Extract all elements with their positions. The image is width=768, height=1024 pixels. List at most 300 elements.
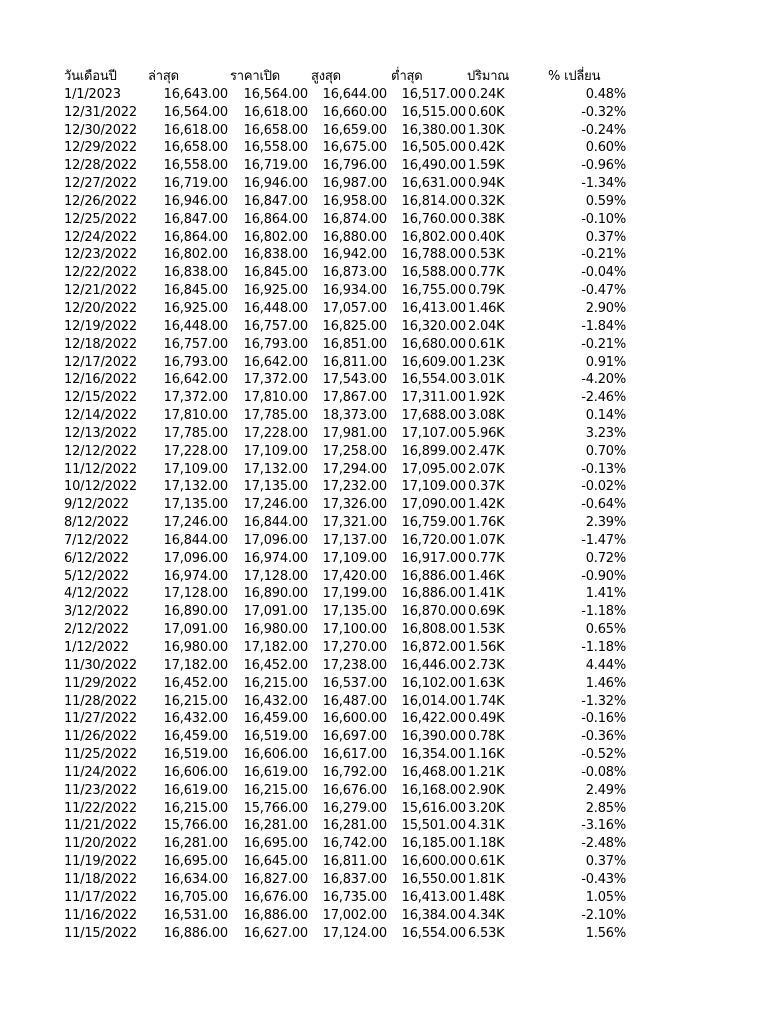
cell-low: 17,095.00 bbox=[401, 461, 466, 477]
cell-date: 3/12/2022 bbox=[64, 604, 129, 620]
table-body bbox=[64, 86, 664, 943]
cell-last: 16,448.00 bbox=[163, 318, 228, 334]
cell-open: 16,452.00 bbox=[243, 657, 308, 673]
cell-change: 4.44% bbox=[585, 657, 626, 673]
cell-high: 18,373.00 bbox=[322, 408, 387, 424]
cell-open: 17,372.00 bbox=[243, 372, 308, 388]
cell-volume: 1.07K bbox=[468, 532, 505, 548]
cell-change: 2.85% bbox=[585, 800, 626, 816]
cell-change: -1.32% bbox=[581, 693, 626, 709]
cell-last: 15,766.00 bbox=[163, 818, 228, 834]
cell-open: 17,091.00 bbox=[243, 604, 308, 620]
cell-date: 11/27/2022 bbox=[64, 711, 137, 727]
cell-low: 16,886.00 bbox=[401, 568, 466, 584]
cell-volume: 5.96K bbox=[468, 425, 505, 441]
cell-low: 16,755.00 bbox=[401, 283, 466, 299]
table-row bbox=[64, 193, 664, 211]
cell-date: 11/29/2022 bbox=[64, 675, 137, 691]
price-history-table bbox=[64, 68, 664, 942]
cell-last: 16,619.00 bbox=[163, 782, 228, 798]
cell-high: 16,279.00 bbox=[322, 800, 387, 816]
cell-low: 16,600.00 bbox=[401, 854, 466, 870]
cell-change: -0.21% bbox=[581, 247, 626, 263]
cell-date: 12/31/2022 bbox=[64, 104, 137, 120]
cell-last: 16,864.00 bbox=[163, 229, 228, 245]
cell-date: 11/28/2022 bbox=[64, 693, 137, 709]
cell-low: 15,616.00 bbox=[401, 800, 466, 816]
cell-volume: 2.07K bbox=[468, 461, 505, 477]
cell-low: 16,390.00 bbox=[401, 729, 466, 745]
cell-change: -0.04% bbox=[581, 265, 626, 281]
cell-high: 17,326.00 bbox=[322, 497, 387, 513]
cell-low: 16,720.00 bbox=[401, 532, 466, 548]
cell-high: 17,232.00 bbox=[322, 479, 387, 495]
header-change: % เปลี่ยน bbox=[548, 69, 601, 84]
cell-open: 16,215.00 bbox=[243, 782, 308, 798]
cell-open: 16,215.00 bbox=[243, 675, 308, 691]
cell-open: 16,925.00 bbox=[243, 283, 308, 299]
cell-low: 16,917.00 bbox=[401, 550, 466, 566]
cell-last: 16,719.00 bbox=[163, 176, 228, 192]
cell-volume: 0.79K bbox=[468, 283, 505, 299]
table-row bbox=[64, 800, 664, 818]
table-row bbox=[64, 568, 664, 586]
cell-last: 16,844.00 bbox=[163, 532, 228, 548]
cell-volume: 1.21K bbox=[468, 764, 505, 780]
header-high: สูงสุด bbox=[311, 69, 341, 84]
cell-volume: 0.49K bbox=[468, 711, 505, 727]
cell-open: 16,459.00 bbox=[243, 711, 308, 727]
cell-change: 0.37% bbox=[585, 854, 626, 870]
cell-high: 16,487.00 bbox=[322, 693, 387, 709]
cell-date: 11/30/2022 bbox=[64, 657, 137, 673]
table-row bbox=[64, 728, 664, 746]
cell-volume: 2.90K bbox=[468, 782, 505, 798]
cell-high: 16,811.00 bbox=[322, 354, 387, 370]
cell-low: 16,870.00 bbox=[401, 604, 466, 620]
cell-high: 16,796.00 bbox=[322, 158, 387, 174]
cell-last: 16,980.00 bbox=[163, 640, 228, 655]
cell-volume: 0.38K bbox=[468, 211, 505, 227]
cell-open: 17,096.00 bbox=[243, 532, 308, 548]
cell-last: 16,281.00 bbox=[163, 836, 228, 852]
cell-open: 17,785.00 bbox=[243, 408, 308, 424]
cell-volume: 3.20K bbox=[468, 800, 505, 816]
cell-last: 17,246.00 bbox=[163, 515, 228, 531]
cell-open: 17,246.00 bbox=[243, 497, 308, 513]
cell-high: 17,238.00 bbox=[322, 657, 387, 673]
cell-date: 11/26/2022 bbox=[64, 729, 137, 745]
cell-volume: 3.08K bbox=[468, 408, 505, 424]
cell-change: -0.36% bbox=[581, 729, 626, 745]
cell-open: 16,519.00 bbox=[243, 729, 308, 745]
cell-date: 12/23/2022 bbox=[64, 247, 137, 263]
cell-last: 16,845.00 bbox=[163, 283, 228, 299]
cell-open: 16,606.00 bbox=[243, 747, 308, 763]
table-row bbox=[64, 264, 664, 282]
table-row bbox=[64, 835, 664, 853]
cell-low: 17,090.00 bbox=[401, 497, 466, 513]
cell-open: 16,645.00 bbox=[243, 854, 308, 870]
cell-volume: 0.24K bbox=[468, 86, 505, 102]
cell-high: 17,057.00 bbox=[322, 300, 387, 316]
table-row bbox=[64, 657, 664, 675]
cell-change: -3.16% bbox=[581, 818, 626, 834]
cell-change: -0.90% bbox=[581, 568, 626, 584]
cell-date: 12/17/2022 bbox=[64, 354, 137, 370]
cell-last: 16,618.00 bbox=[163, 122, 228, 138]
cell-high: 16,811.00 bbox=[322, 854, 387, 870]
cell-last: 16,695.00 bbox=[163, 854, 228, 870]
header-volume: ปริมาณ bbox=[467, 69, 510, 84]
cell-volume: 4.34K bbox=[468, 907, 505, 923]
cell-last: 17,785.00 bbox=[163, 425, 228, 441]
table-row bbox=[64, 603, 664, 621]
cell-high: 17,124.00 bbox=[322, 925, 387, 941]
cell-open: 16,845.00 bbox=[243, 265, 308, 281]
table-row bbox=[64, 585, 664, 603]
table-row bbox=[64, 407, 664, 425]
table-row bbox=[64, 621, 664, 639]
cell-open: 16,847.00 bbox=[243, 193, 308, 209]
cell-change: 0.70% bbox=[585, 443, 626, 459]
cell-change: -0.52% bbox=[581, 747, 626, 763]
table-row bbox=[64, 86, 664, 104]
cell-last: 17,128.00 bbox=[163, 586, 228, 602]
cell-last: 17,135.00 bbox=[163, 497, 228, 513]
cell-high: 17,135.00 bbox=[322, 604, 387, 620]
cell-open: 16,886.00 bbox=[243, 907, 308, 923]
cell-low: 16,788.00 bbox=[401, 247, 466, 263]
table-row bbox=[64, 514, 664, 532]
cell-last: 17,132.00 bbox=[163, 479, 228, 495]
cell-high: 17,543.00 bbox=[322, 372, 387, 388]
cell-low: 16,413.00 bbox=[401, 889, 466, 905]
cell-volume: 1.16K bbox=[468, 747, 505, 763]
cell-high: 16,697.00 bbox=[322, 729, 387, 745]
cell-volume: 0.40K bbox=[468, 229, 505, 245]
cell-date: 11/23/2022 bbox=[64, 782, 137, 798]
cell-high: 16,792.00 bbox=[322, 764, 387, 780]
cell-last: 16,215.00 bbox=[163, 693, 228, 709]
cell-high: 16,675.00 bbox=[322, 140, 387, 156]
cell-last: 16,890.00 bbox=[163, 604, 228, 620]
cell-last: 17,182.00 bbox=[163, 657, 228, 673]
cell-date: 11/17/2022 bbox=[64, 889, 137, 905]
cell-open: 17,182.00 bbox=[243, 640, 308, 655]
table-row bbox=[64, 871, 664, 889]
cell-low: 16,014.00 bbox=[401, 693, 466, 709]
cell-change: -0.24% bbox=[581, 122, 626, 138]
cell-open: 16,627.00 bbox=[243, 925, 308, 941]
table-row bbox=[64, 282, 664, 300]
cell-open: 17,132.00 bbox=[243, 461, 308, 477]
cell-high: 17,867.00 bbox=[322, 390, 387, 406]
cell-open: 16,757.00 bbox=[243, 318, 308, 334]
cell-volume: 1.59K bbox=[468, 158, 505, 174]
cell-change: 0.72% bbox=[585, 550, 626, 566]
cell-date: 11/21/2022 bbox=[64, 818, 137, 834]
cell-change: -0.96% bbox=[581, 158, 626, 174]
table-row bbox=[64, 550, 664, 568]
header-row bbox=[64, 68, 664, 86]
cell-date: 10/12/2022 bbox=[64, 479, 137, 495]
cell-date: 11/16/2022 bbox=[64, 907, 137, 923]
table-row bbox=[64, 211, 664, 229]
cell-date: 11/18/2022 bbox=[64, 871, 137, 887]
cell-change: -0.08% bbox=[581, 764, 626, 780]
cell-low: 16,490.00 bbox=[401, 158, 466, 174]
cell-low: 16,354.00 bbox=[401, 747, 466, 763]
table-row bbox=[64, 354, 664, 372]
cell-open: 16,974.00 bbox=[243, 550, 308, 566]
table-row bbox=[64, 639, 664, 657]
cell-last: 17,109.00 bbox=[163, 461, 228, 477]
cell-open: 17,128.00 bbox=[243, 568, 308, 584]
table-row bbox=[64, 478, 664, 496]
cell-high: 16,281.00 bbox=[322, 818, 387, 834]
cell-date: 12/27/2022 bbox=[64, 176, 137, 192]
cell-low: 16,413.00 bbox=[401, 300, 466, 316]
cell-low: 16,515.00 bbox=[401, 104, 466, 120]
cell-last: 16,838.00 bbox=[163, 265, 228, 281]
cell-date: 12/19/2022 bbox=[64, 318, 137, 334]
cell-high: 17,981.00 bbox=[322, 425, 387, 441]
cell-high: 17,109.00 bbox=[322, 550, 387, 566]
cell-last: 16,658.00 bbox=[163, 140, 228, 156]
cell-change: -1.34% bbox=[581, 176, 626, 192]
cell-open: 17,228.00 bbox=[243, 425, 308, 441]
cell-low: 16,446.00 bbox=[401, 657, 466, 673]
cell-low: 16,631.00 bbox=[401, 176, 466, 192]
table-row bbox=[64, 693, 664, 711]
table-row bbox=[64, 336, 664, 354]
table-row bbox=[64, 104, 664, 122]
cell-date: 12/21/2022 bbox=[64, 283, 137, 299]
cell-high: 16,659.00 bbox=[322, 122, 387, 138]
cell-low: 16,384.00 bbox=[401, 907, 466, 923]
header-open: ราคาเปิด bbox=[230, 69, 281, 84]
cell-date: 12/12/2022 bbox=[64, 443, 137, 459]
cell-last: 16,847.00 bbox=[163, 211, 228, 227]
cell-volume: 1.48K bbox=[468, 889, 505, 905]
cell-volume: 2.47K bbox=[468, 443, 505, 459]
table-row bbox=[64, 389, 664, 407]
cell-last: 16,459.00 bbox=[163, 729, 228, 745]
cell-high: 17,137.00 bbox=[322, 532, 387, 548]
cell-date: 12/22/2022 bbox=[64, 265, 137, 281]
cell-low: 17,311.00 bbox=[401, 390, 466, 406]
cell-date: 1/12/2022 bbox=[64, 640, 129, 655]
cell-volume: 0.53K bbox=[468, 247, 505, 263]
cell-date: 11/19/2022 bbox=[64, 854, 137, 870]
cell-low: 16,554.00 bbox=[401, 372, 466, 388]
cell-date: 4/12/2022 bbox=[64, 586, 129, 602]
cell-low: 16,899.00 bbox=[401, 443, 466, 459]
cell-change: -1.18% bbox=[581, 604, 626, 620]
table-row bbox=[64, 157, 664, 175]
cell-volume: 6.53K bbox=[468, 925, 505, 941]
cell-open: 16,658.00 bbox=[243, 122, 308, 138]
cell-low: 17,688.00 bbox=[401, 408, 466, 424]
cell-change: -2.46% bbox=[581, 390, 626, 406]
cell-date: 12/30/2022 bbox=[64, 122, 137, 138]
cell-change: -1.47% bbox=[581, 532, 626, 548]
cell-last: 16,606.00 bbox=[163, 764, 228, 780]
cell-low: 16,320.00 bbox=[401, 318, 466, 334]
cell-high: 17,258.00 bbox=[322, 443, 387, 459]
cell-change: -0.10% bbox=[581, 211, 626, 227]
cell-volume: 0.32K bbox=[468, 193, 505, 209]
cell-high: 17,100.00 bbox=[322, 622, 387, 638]
cell-date: 12/15/2022 bbox=[64, 390, 137, 406]
cell-low: 17,109.00 bbox=[401, 479, 466, 495]
cell-date: 11/22/2022 bbox=[64, 800, 137, 816]
cell-change: -1.18% bbox=[581, 640, 626, 655]
cell-change: 0.37% bbox=[585, 229, 626, 245]
cell-high: 17,321.00 bbox=[322, 515, 387, 531]
cell-open: 17,135.00 bbox=[243, 479, 308, 495]
cell-volume: 1.30K bbox=[468, 122, 505, 138]
table-row bbox=[64, 175, 664, 193]
table-row bbox=[64, 246, 664, 264]
cell-volume: 0.78K bbox=[468, 729, 505, 745]
cell-date: 12/18/2022 bbox=[64, 336, 137, 352]
table-row bbox=[64, 139, 664, 157]
cell-volume: 1.42K bbox=[468, 497, 505, 513]
cell-open: 16,890.00 bbox=[243, 586, 308, 602]
cell-volume: 1.76K bbox=[468, 515, 505, 531]
cell-high: 16,880.00 bbox=[322, 229, 387, 245]
cell-low: 16,550.00 bbox=[401, 871, 466, 887]
cell-volume: 1.92K bbox=[468, 390, 505, 406]
cell-high: 16,958.00 bbox=[322, 193, 387, 209]
cell-last: 16,705.00 bbox=[163, 889, 228, 905]
cell-open: 16,281.00 bbox=[243, 818, 308, 834]
table-row bbox=[64, 229, 664, 247]
table-row bbox=[64, 443, 664, 461]
cell-high: 16,600.00 bbox=[322, 711, 387, 727]
cell-change: -0.32% bbox=[581, 104, 626, 120]
cell-change: 1.46% bbox=[585, 675, 626, 691]
table-row bbox=[64, 710, 664, 728]
cell-volume: 1.41K bbox=[468, 586, 505, 602]
cell-date: 9/12/2022 bbox=[64, 497, 129, 513]
cell-change: 2.49% bbox=[585, 782, 626, 798]
cell-high: 16,942.00 bbox=[322, 247, 387, 263]
cell-last: 16,886.00 bbox=[163, 925, 228, 941]
cell-change: -1.84% bbox=[581, 318, 626, 334]
cell-volume: 0.37K bbox=[468, 479, 505, 495]
cell-last: 16,793.00 bbox=[163, 354, 228, 370]
cell-high: 16,837.00 bbox=[322, 871, 387, 887]
cell-open: 16,695.00 bbox=[243, 836, 308, 852]
cell-high: 16,735.00 bbox=[322, 889, 387, 905]
cell-low: 16,517.00 bbox=[401, 86, 466, 102]
cell-low: 15,501.00 bbox=[401, 818, 466, 834]
cell-last: 16,802.00 bbox=[163, 247, 228, 263]
cell-change: 0.91% bbox=[585, 354, 626, 370]
cell-open: 16,864.00 bbox=[243, 211, 308, 227]
cell-date: 12/14/2022 bbox=[64, 408, 137, 424]
table-row bbox=[64, 675, 664, 693]
cell-date: 1/1/2023 bbox=[64, 86, 121, 102]
cell-last: 17,810.00 bbox=[163, 408, 228, 424]
cell-low: 17,107.00 bbox=[401, 425, 466, 441]
cell-last: 16,757.00 bbox=[163, 336, 228, 352]
header-date: วันเดือนปี bbox=[64, 69, 117, 84]
table-row bbox=[64, 532, 664, 550]
cell-change: -0.13% bbox=[581, 461, 626, 477]
cell-date: 11/25/2022 bbox=[64, 747, 137, 763]
table-row bbox=[64, 817, 664, 835]
cell-last: 16,215.00 bbox=[163, 800, 228, 816]
cell-date: 12/16/2022 bbox=[64, 372, 137, 388]
cell-low: 16,814.00 bbox=[401, 193, 466, 209]
cell-volume: 1.18K bbox=[468, 836, 505, 852]
cell-open: 16,618.00 bbox=[243, 104, 308, 120]
cell-change: -0.02% bbox=[581, 479, 626, 495]
cell-high: 17,002.00 bbox=[322, 907, 387, 923]
cell-change: 1.56% bbox=[585, 925, 626, 941]
cell-open: 16,980.00 bbox=[243, 622, 308, 638]
cell-change: 0.60% bbox=[585, 140, 626, 156]
cell-open: 16,719.00 bbox=[243, 158, 308, 174]
cell-open: 16,642.00 bbox=[243, 354, 308, 370]
cell-volume: 0.77K bbox=[468, 265, 505, 281]
cell-volume: 1.53K bbox=[468, 622, 505, 638]
cell-last: 17,228.00 bbox=[163, 443, 228, 459]
cell-volume: 1.46K bbox=[468, 568, 505, 584]
cell-high: 16,644.00 bbox=[322, 86, 387, 102]
cell-volume: 0.61K bbox=[468, 854, 505, 870]
cell-high: 17,270.00 bbox=[322, 640, 387, 655]
cell-last: 16,643.00 bbox=[163, 86, 228, 102]
cell-last: 16,634.00 bbox=[163, 871, 228, 887]
cell-open: 16,619.00 bbox=[243, 764, 308, 780]
cell-last: 16,946.00 bbox=[163, 193, 228, 209]
cell-open: 17,810.00 bbox=[243, 390, 308, 406]
cell-low: 16,886.00 bbox=[401, 586, 466, 602]
cell-low: 16,102.00 bbox=[401, 675, 466, 691]
cell-open: 16,432.00 bbox=[243, 693, 308, 709]
cell-date: 11/12/2022 bbox=[64, 461, 137, 477]
cell-change: -0.21% bbox=[581, 336, 626, 352]
cell-low: 16,168.00 bbox=[401, 782, 466, 798]
cell-high: 16,874.00 bbox=[322, 211, 387, 227]
cell-date: 12/25/2022 bbox=[64, 211, 137, 227]
cell-change: 0.59% bbox=[585, 193, 626, 209]
cell-date: 12/20/2022 bbox=[64, 300, 137, 316]
cell-low: 16,185.00 bbox=[401, 836, 466, 852]
cell-low: 16,505.00 bbox=[401, 140, 466, 156]
cell-change: 1.05% bbox=[585, 889, 626, 905]
cell-low: 16,468.00 bbox=[401, 764, 466, 780]
table-row bbox=[64, 925, 664, 943]
cell-low: 16,380.00 bbox=[401, 122, 466, 138]
cell-change: 1.41% bbox=[585, 586, 626, 602]
cell-volume: 0.61K bbox=[468, 336, 505, 352]
cell-low: 16,588.00 bbox=[401, 265, 466, 281]
table-row bbox=[64, 425, 664, 443]
cell-high: 16,660.00 bbox=[322, 104, 387, 120]
table-row bbox=[64, 782, 664, 800]
cell-open: 16,802.00 bbox=[243, 229, 308, 245]
cell-low: 16,609.00 bbox=[401, 354, 466, 370]
cell-date: 7/12/2022 bbox=[64, 532, 129, 548]
cell-date: 11/24/2022 bbox=[64, 764, 137, 780]
cell-low: 16,680.00 bbox=[401, 336, 466, 352]
